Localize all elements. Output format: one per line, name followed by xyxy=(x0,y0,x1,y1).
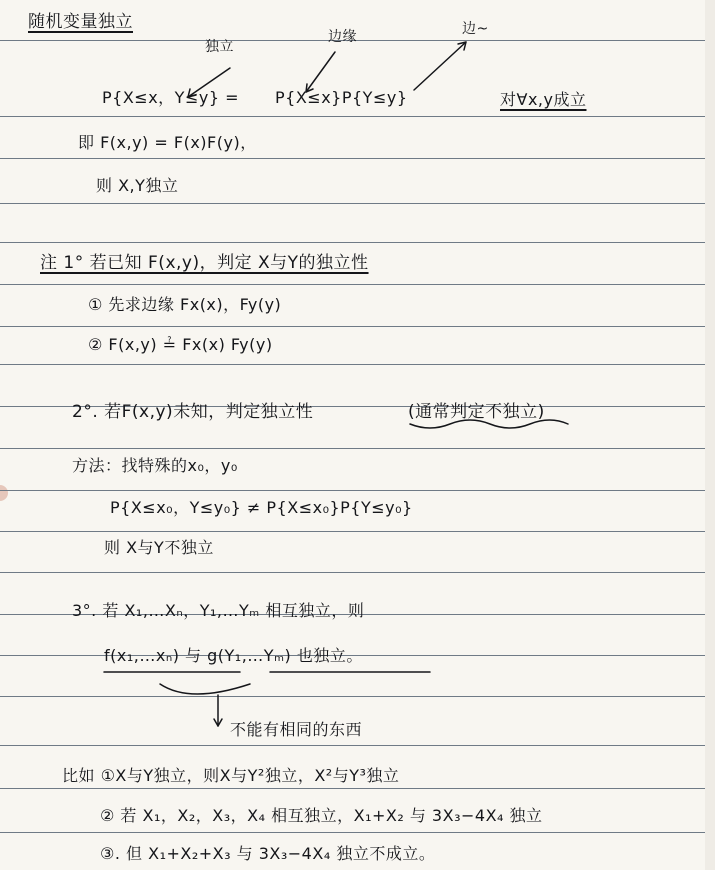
note3-statement xyxy=(104,648,363,664)
note2-heading: 2°. 若F(x,y)未知，判定独立性 xyxy=(72,402,314,422)
ruled-line xyxy=(0,490,705,491)
note2-method: 方法：找特殊的x₀，y₀ xyxy=(72,456,238,475)
annotation-marginal: 边缘 xyxy=(328,29,357,45)
note1-step1: ① 先求边缘 Fx(x)，Fy(y) xyxy=(88,295,282,314)
arrowhead-annotation xyxy=(214,719,222,726)
ruled-line xyxy=(0,745,705,746)
ruled-line xyxy=(0,364,705,365)
ruled-line xyxy=(0,203,705,204)
definition-right: P{X≤x}P{Y≤y} xyxy=(275,88,408,107)
arrowhead-marginal-right xyxy=(458,42,466,50)
ruled-line xyxy=(0,572,705,573)
arrow-marginal-right xyxy=(414,42,466,90)
ruled-line xyxy=(0,242,705,243)
ruled-line xyxy=(0,116,705,117)
binder-hole xyxy=(0,485,8,501)
note3-f: f(x₁,…xₙ) xyxy=(104,646,180,665)
definition-condition: 对∀x,y成立 xyxy=(500,90,587,109)
arrow-marginal-left xyxy=(306,52,335,92)
ruled-line xyxy=(0,696,705,697)
note2-remark: (通常判定不独立) xyxy=(408,402,545,422)
brace-shared xyxy=(160,684,250,694)
page-title: 随机变量独立 xyxy=(28,12,133,32)
note3-mid: 与 xyxy=(179,646,208,665)
ruled-line xyxy=(0,158,705,159)
note1-heading: 注 1° 若已知 F(x,y)，判定 X与Y的独立性 xyxy=(40,253,369,273)
note3-heading: 3°. 若 X₁,…Xₙ，Y₁,…Yₘ 相互独立，则 xyxy=(72,601,365,620)
note1-step2: ② F(x,y) ≟ Fx(x) Fy(y) xyxy=(88,335,273,354)
definition-conclusion: 则 X,Y独立 xyxy=(96,176,179,195)
ruled-line xyxy=(0,531,705,532)
note3-annotation: 不能有相同的东西 xyxy=(230,720,363,739)
note3-tail: 也独立。 xyxy=(291,646,363,665)
definition-equivalent: 即 F(x,y) = F(x)F(y)， xyxy=(78,133,257,152)
ruled-line xyxy=(0,326,705,327)
ruled-line xyxy=(0,788,705,789)
example-3: ③. 但 X₁+X₂+X₃ 与 3X₃−4X₄ 独立不成立。 xyxy=(100,844,436,863)
definition-left: P{X≤x，Y≤y} = xyxy=(102,88,239,107)
ruled-line xyxy=(0,284,705,285)
example-2: ② 若 X₁，X₂，X₃，X₄ 相互独立，X₁+X₂ 与 3X₃−4X₄ 独立 xyxy=(100,806,543,825)
note3-g: g(Y₁,…Yₘ) xyxy=(207,646,292,665)
ruled-line xyxy=(0,832,705,833)
annotation-independent: 独立 xyxy=(205,39,234,55)
note2-inequality: P{X≤x₀，Y≤y₀} ≠ P{X≤x₀}P{Y≤y₀} xyxy=(110,498,413,517)
ruled-line xyxy=(0,448,705,449)
note2-conclusion: 则 X与Y不独立 xyxy=(104,538,214,557)
annotation-marginal-2: 边~ xyxy=(462,21,489,37)
example-1: 比如 ①X与Y独立，则X与Y²独立，X²与Y³独立 xyxy=(62,766,400,785)
